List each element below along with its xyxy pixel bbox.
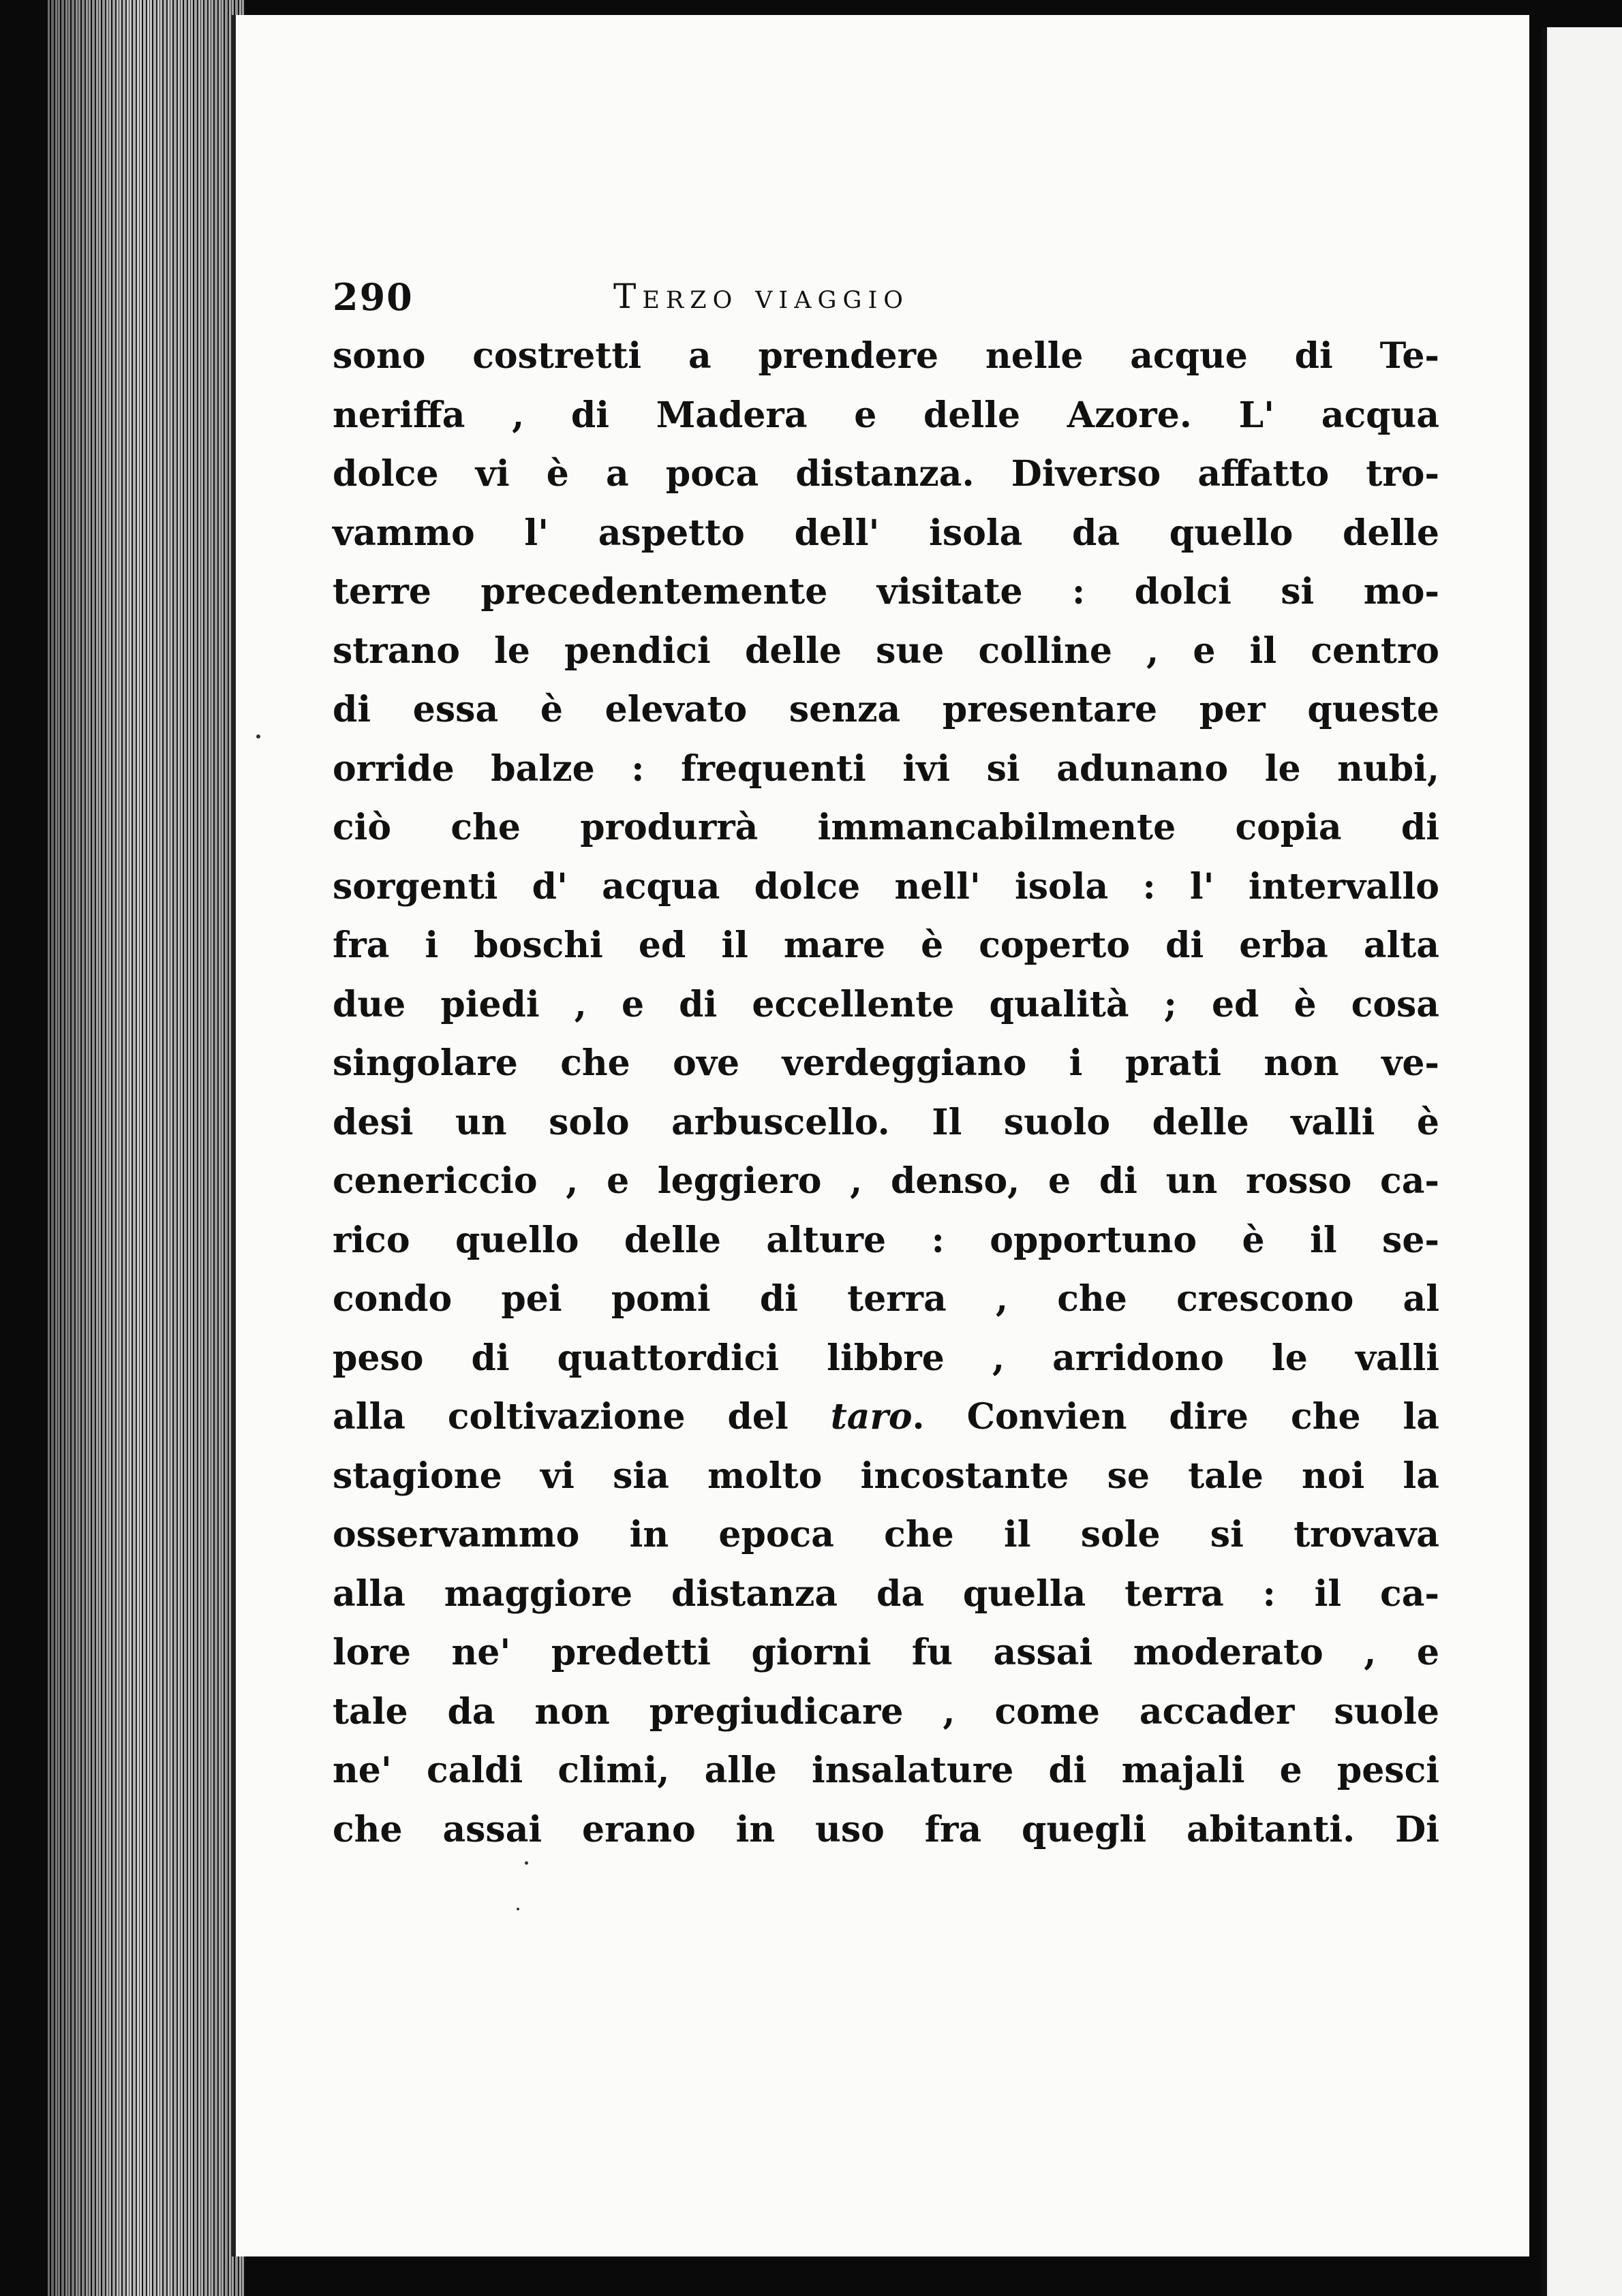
text-line: neriffa , di Madera e delle Azore. L' acqua — [333, 394, 1439, 436]
page-edges-shadow — [48, 0, 245, 2296]
text-line: stagione vi sia molto incostante se tale noi la — [333, 1455, 1439, 1497]
text-line: ne' caldi climi, alle insalature di majali e pesci — [333, 1750, 1439, 1791]
text-line: peso di quattordici libbre , arridono le valli — [333, 1337, 1439, 1379]
text-line: di essa è elevato senza presentare per queste — [333, 689, 1439, 730]
ink-speck — [525, 1861, 528, 1865]
text-line: orride balze : frequenti ivi si adunano le nubi, — [333, 747, 1439, 790]
facing-page-edge — [1542, 27, 1622, 2296]
page-text — [333, 252, 1439, 1859]
text-line: che assai erano in uso fra quegli abitanti. Di — [333, 1808, 1439, 1850]
ink-speck — [256, 734, 260, 739]
text-line: fra i boschi ed il mare è coperto di erba alta — [333, 925, 1439, 966]
text-line: cenericcio , e leggiero , denso, e di un rosso ca- — [333, 1160, 1439, 1202]
text-line-with-italic — [333, 1388, 1439, 1447]
text-line: strano le pendici delle sue colline , e il centro — [333, 630, 1439, 672]
text-line: due piedi , e di eccellente qualità ; ed è cosa — [333, 983, 1439, 1025]
running-head — [333, 252, 1439, 327]
text-line: sorgenti d' acqua dolce nell' isola : l' intervallo — [333, 865, 1439, 907]
page-number: 290 — [333, 275, 414, 319]
text-line: rico quello delle alture : opportuno è il se- — [333, 1219, 1439, 1261]
text-line: singolare che ove verdeggiano i prati non ve- — [333, 1042, 1439, 1084]
running-title: Terzo viaggio — [613, 277, 909, 316]
text-line: desi un solo arbuscello. Il suolo delle valli è — [333, 1101, 1439, 1143]
text-line: osservammo in epoca che il sole si trovava — [333, 1514, 1439, 1555]
text-line: lore ne' predetti giorni fu assai moderato , e — [333, 1632, 1439, 1673]
text-run: alla coltivazione del — [333, 1396, 831, 1438]
text-run: . Convien dire che la — [912, 1396, 1439, 1438]
body-paragraph — [333, 327, 1439, 1859]
text-line: dolce vi è a poca distanza. Diverso affatto tro- — [333, 453, 1439, 495]
text-line: ciò che produrrà immancabilmente copia di — [333, 807, 1439, 848]
text-line: condo pei pomi di terra , che crescono al — [333, 1278, 1439, 1320]
text-line: vammo l' aspetto dell' isola da quello delle — [333, 512, 1439, 554]
text-line: alla maggiore distanza da quella terra : il ca- — [333, 1572, 1439, 1615]
ink-speck — [517, 1908, 519, 1910]
italic-word: taro — [830, 1396, 913, 1438]
text-line: terre precedentemente visitate : dolci si mo- — [333, 571, 1439, 612]
text-line: tale da non pregiudicare , come accader suole — [333, 1690, 1439, 1733]
text-line: sono costretti a prendere nelle acque di Te- — [333, 335, 1439, 377]
